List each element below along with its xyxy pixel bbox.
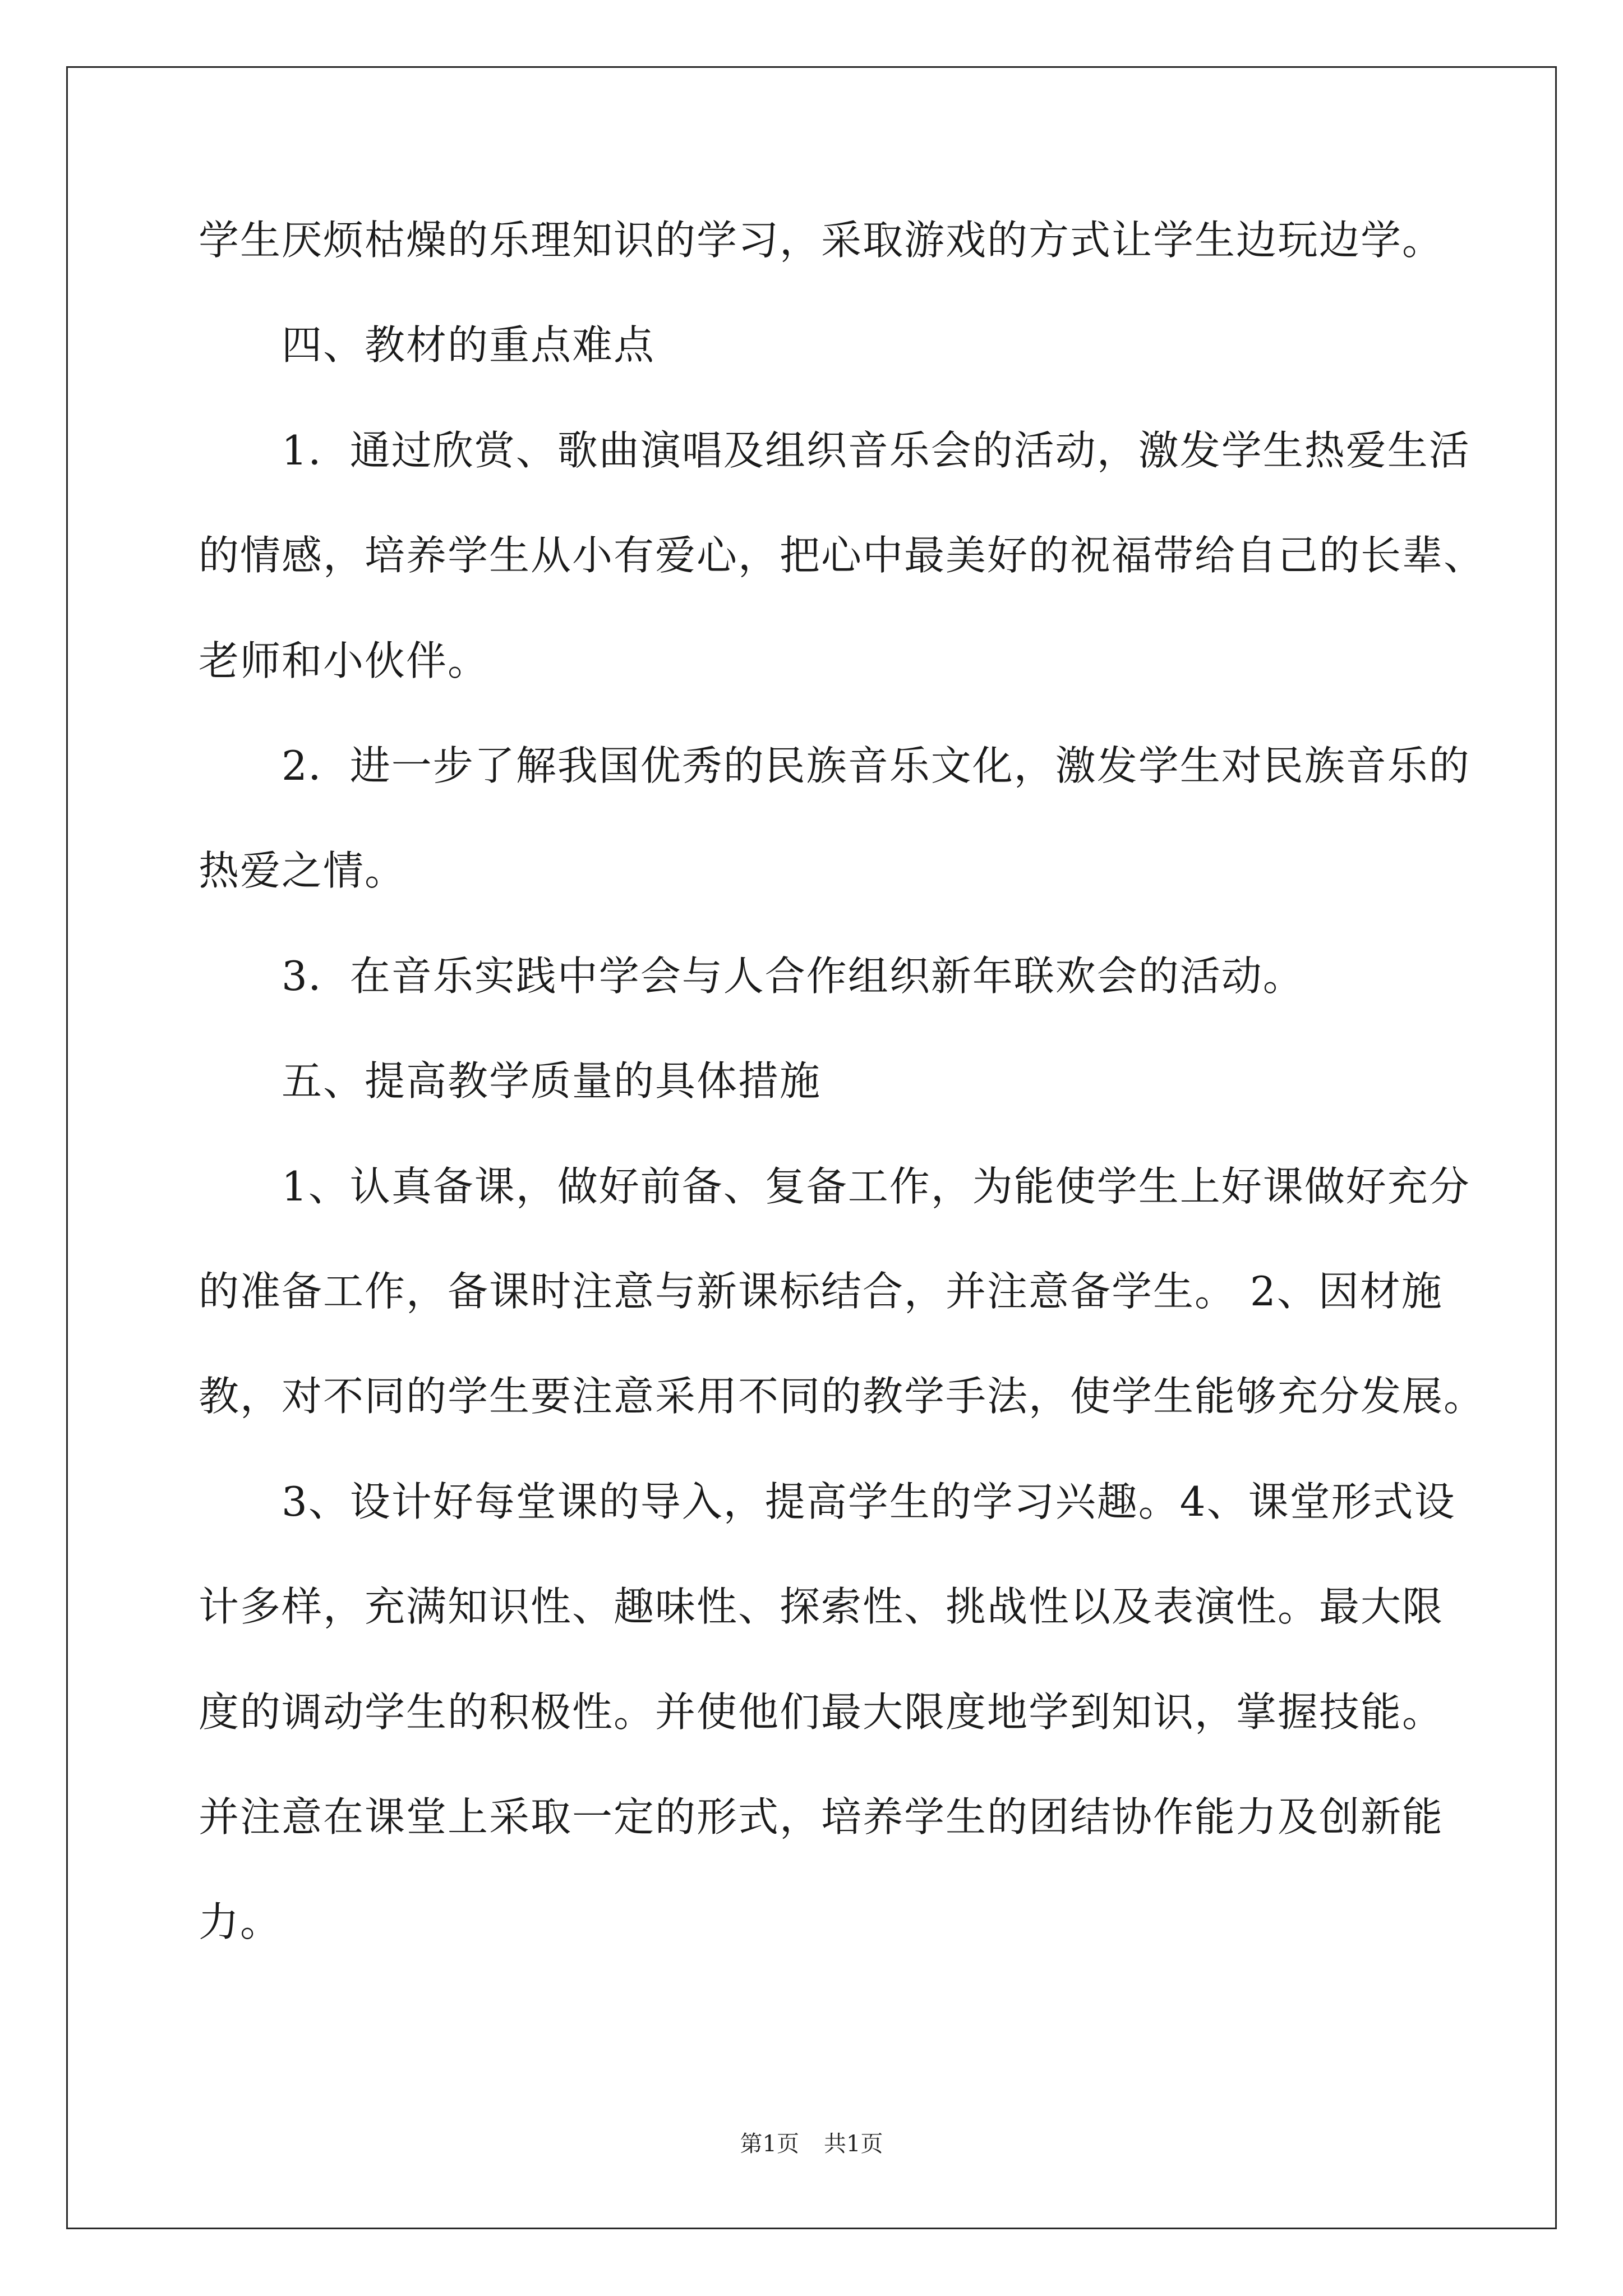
section-heading: 四、教材的重点难点	[282, 321, 656, 369]
section-heading: 五、提高教学质量的具体措施	[282, 1057, 822, 1105]
text-line: 3．在音乐实践中学会与人合作组织新年联欢会的活动。	[282, 953, 1304, 1000]
text-line: 2．进一步了解我国优秀的民族音乐文化，激发学生对民族音乐的	[282, 742, 1470, 789]
page-footer	[0, 2126, 1623, 2158]
text-line: 学生厌烦枯燥的乐理知识的学习，采取游戏的方式让学生边玩边学。	[199, 217, 1444, 264]
text-line: 3、设计好每堂课的导入，提高学生的学习兴趣。4、课堂形式设	[282, 1478, 1456, 1525]
text-line: 计多样，充满知识性、趣味性、探索性、挑战性以及表演性。最大限	[199, 1583, 1444, 1630]
text-line: 并注意在课堂上采取一定的形式，培养学生的团结协作能力及创新能	[199, 1793, 1444, 1841]
text-line: 热爱之情。	[199, 847, 407, 894]
text-line: 的准备工作，备课时注意与新课标结合，并注意备学生。 2、因材施	[199, 1268, 1443, 1315]
page-total: 共1页	[824, 2131, 883, 2157]
text-line: 的情感，培养学生从小有爱心，把心中最美好的祝福带给自己的长辈、	[199, 532, 1486, 579]
text-line: 度的调动学生的积极性。并使他们最大限度地学到知识，掌握技能。	[199, 1688, 1444, 1736]
text-line: 1．通过欣赏、歌曲演唱及组织音乐会的活动，激发学生热爱生活	[282, 427, 1470, 474]
text-line: 老师和小伙伴。	[199, 637, 490, 684]
text-line: 1、认真备课，做好前备、复备工作，为能使学生上好课做好充分	[282, 1163, 1470, 1210]
text-line: 教，对不同的学生要注意采用不同的教学手法，使学生能够充分发展。	[199, 1373, 1486, 1420]
page-border	[66, 66, 1557, 2229]
page-number: 第1页	[740, 2131, 799, 2157]
text-line: 力。	[199, 1898, 282, 1945]
